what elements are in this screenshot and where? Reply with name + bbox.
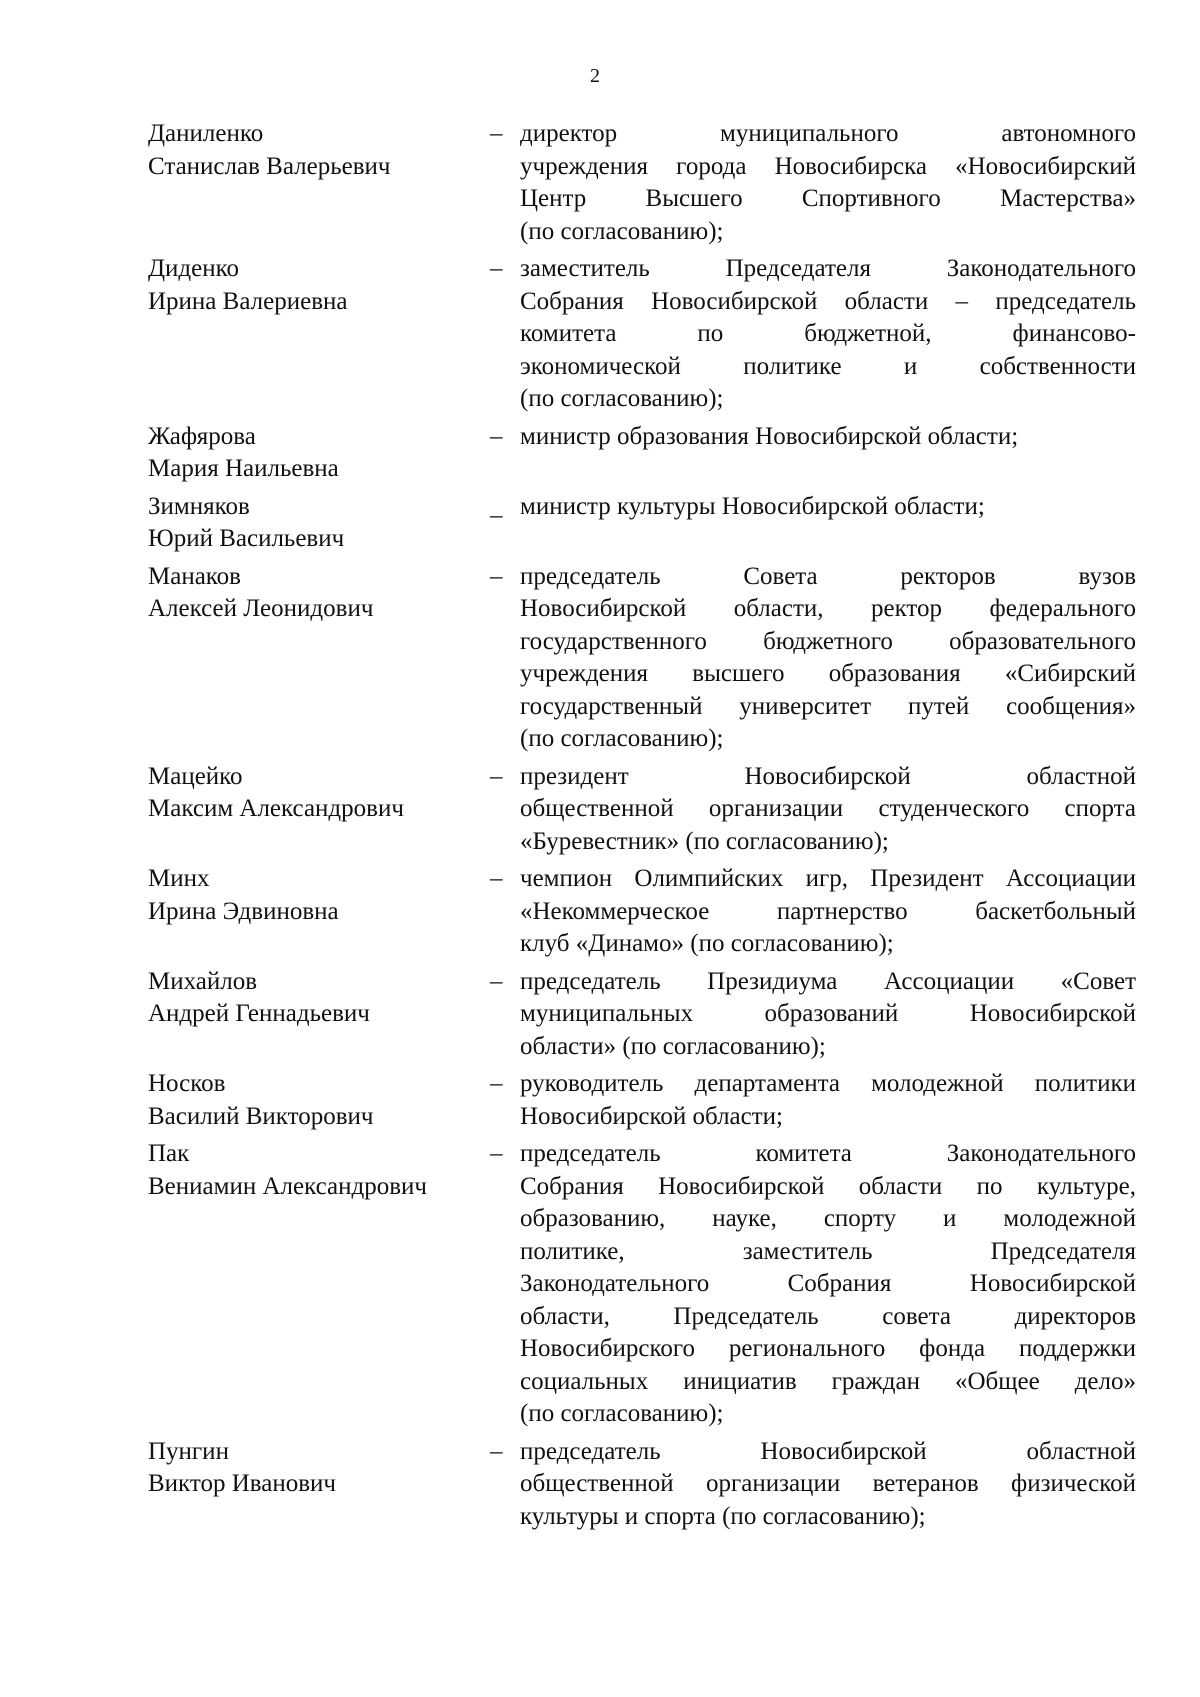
- position-line: экономической политике и собственности: [520, 352, 1136, 380]
- position-line: области» (по согласованию);: [520, 1032, 826, 1060]
- member-name: [148, 966, 490, 1064]
- member-name: [148, 1436, 490, 1534]
- position-line: культуры и спорта (по согласованию);: [520, 1502, 926, 1530]
- member-name: [148, 421, 490, 486]
- position-line: комитета по бюджетной, финансово-: [520, 320, 1136, 347]
- member-given-names: Ирина Эдвиновна: [148, 897, 339, 925]
- dash-separator: –: [490, 422, 503, 450]
- member-entry: [148, 561, 1136, 756]
- member-entry: [148, 966, 1136, 1064]
- member-name: [148, 863, 490, 961]
- member-given-names: Ирина Валериевна: [148, 287, 348, 315]
- member-name: [148, 118, 490, 248]
- position-line: Центр Высшего Спортивного Мастерства»: [520, 185, 1136, 212]
- position-line: муниципальных образований Новосибирской: [520, 1000, 1136, 1027]
- position-line: государственного бюджетного образовательного: [520, 627, 1136, 655]
- dash-separator: –: [490, 562, 503, 590]
- position-line: председатель Новосибирской областной: [520, 1437, 1136, 1465]
- position-line: (по согласованию);: [520, 1400, 724, 1427]
- member-surname: Жафярова: [148, 422, 256, 450]
- member-surname: Пунгин: [148, 1437, 229, 1465]
- member-given-names: Максим Александрович: [148, 795, 404, 822]
- member-position: [520, 421, 1136, 486]
- position-line: «Буревестник» (по согласованию);: [520, 827, 889, 855]
- member-position: [520, 1138, 1136, 1431]
- dash-separator: –: [490, 967, 503, 995]
- position-line: учреждения высшего образования «Сибирский: [520, 660, 1136, 687]
- dash-separator: –: [490, 1140, 503, 1167]
- position-line: министр культуры Новосибирской области;: [520, 492, 985, 520]
- member-entry: [148, 1138, 1136, 1431]
- member-name: [148, 761, 490, 859]
- position-line: директор муниципального автономного: [520, 120, 1136, 147]
- member-position: [520, 1068, 1136, 1133]
- member-surname: Минх: [148, 865, 210, 892]
- member-surname: Мацейко: [148, 762, 243, 790]
- position-line: образованию, науке, спорту и молодежной: [520, 1205, 1136, 1232]
- member-entry: [148, 761, 1136, 859]
- member-name: [148, 253, 490, 416]
- dash-separator: –: [490, 762, 503, 790]
- position-line: (по согласованию);: [520, 217, 724, 245]
- member-position: [520, 966, 1136, 1064]
- position-line: государственный университет путей сообщения»: [520, 692, 1136, 720]
- position-line: руководитель департамента молодежной политики: [520, 1070, 1136, 1097]
- member-surname: Манаков: [148, 562, 241, 590]
- position-line: Новосибирского регионального фонда поддержки: [520, 1335, 1136, 1362]
- member-position: [520, 491, 1136, 556]
- member-entry: [148, 1068, 1136, 1133]
- member-given-names: Юрий Васильевич: [148, 525, 345, 552]
- member-entry: [148, 118, 1136, 248]
- member-given-names: Вениамин Александрович: [148, 1172, 427, 1200]
- position-line: общественной организации студенческого спорта: [520, 795, 1136, 822]
- dash-separator: –: [490, 1070, 503, 1097]
- member-name: [148, 491, 490, 556]
- position-line: президент Новосибирской областной: [520, 762, 1136, 790]
- position-line: (по согласованию);: [520, 385, 724, 412]
- member-surname: Зимняков: [148, 492, 250, 520]
- page-number: 2: [590, 65, 600, 87]
- member-surname: Пак: [148, 1140, 190, 1167]
- position-line: председатель Совета ректоров вузов: [520, 562, 1136, 590]
- dash-separator: –: [490, 255, 503, 282]
- dash-separator: –: [490, 865, 503, 892]
- position-line: заместитель Председателя Законодательного: [520, 255, 1136, 282]
- member-given-names: Виктор Иванович: [148, 1470, 336, 1497]
- position-line: (по согласованию);: [520, 725, 724, 752]
- position-line: социальных инициатив граждан «Общее дело»: [520, 1367, 1136, 1395]
- member-position: [520, 1436, 1136, 1534]
- position-line: политике, заместитель Председателя: [520, 1237, 1136, 1265]
- position-line: чемпион Олимпийских игр, Президент Ассоциации: [520, 865, 1136, 892]
- member-entry: [148, 1436, 1136, 1534]
- member-given-names: Алексей Леонидович: [148, 595, 374, 622]
- member-position: [520, 761, 1136, 859]
- member-given-names: Мария Наильевна: [148, 455, 339, 482]
- member-name: [148, 1138, 490, 1431]
- member-position: [520, 118, 1136, 248]
- member-list: [148, 118, 1136, 1538]
- member-surname: Даниленко: [148, 120, 264, 147]
- position-line: Законодательного Собрания Новосибирской: [520, 1270, 1136, 1297]
- member-name: [148, 561, 490, 756]
- member-entry: [148, 253, 1136, 416]
- position-line: «Некоммерческое партнерство баскетбольный: [520, 897, 1136, 925]
- member-surname: Носков: [148, 1070, 226, 1097]
- position-line: министр образования Новосибирской области;: [520, 422, 1019, 450]
- member-position: [520, 253, 1136, 416]
- position-line: клуб «Динамо» (по согласованию);: [520, 930, 894, 957]
- member-name: [148, 1068, 490, 1133]
- member-given-names: Василий Викторович: [148, 1102, 374, 1130]
- member-entry: [148, 421, 1136, 486]
- member-surname: Михайлов: [148, 967, 258, 995]
- position-line: области, Председатель совета директоров: [520, 1302, 1136, 1330]
- member-entry: [148, 863, 1136, 961]
- position-line: председатель Президиума Ассоциации «Совет: [520, 967, 1136, 995]
- dash-separator: –: [490, 1437, 503, 1465]
- member-position: [520, 863, 1136, 961]
- dash-separator: –: [490, 120, 503, 147]
- position-line: Новосибирской области, ректор федерального: [520, 595, 1136, 622]
- dash-separator: _: [490, 492, 503, 520]
- position-line: Собрания Новосибирской области – председатель: [520, 287, 1136, 315]
- position-line: общественной организации ветеранов физической: [520, 1470, 1136, 1497]
- position-line: председатель комитета Законодательного: [520, 1140, 1136, 1167]
- position-line: Новосибирской области;: [520, 1102, 784, 1130]
- position-line: Собрания Новосибирской области по культуре,: [520, 1172, 1136, 1200]
- position-line: учреждения города Новосибирска «Новосибирский: [520, 152, 1136, 180]
- member-surname: Диденко: [148, 255, 240, 282]
- member-given-names: Станислав Валерьевич: [148, 152, 391, 180]
- member-given-names: Андрей Геннадьевич: [148, 1000, 370, 1027]
- member-position: [520, 561, 1136, 756]
- member-entry: [148, 491, 1136, 556]
